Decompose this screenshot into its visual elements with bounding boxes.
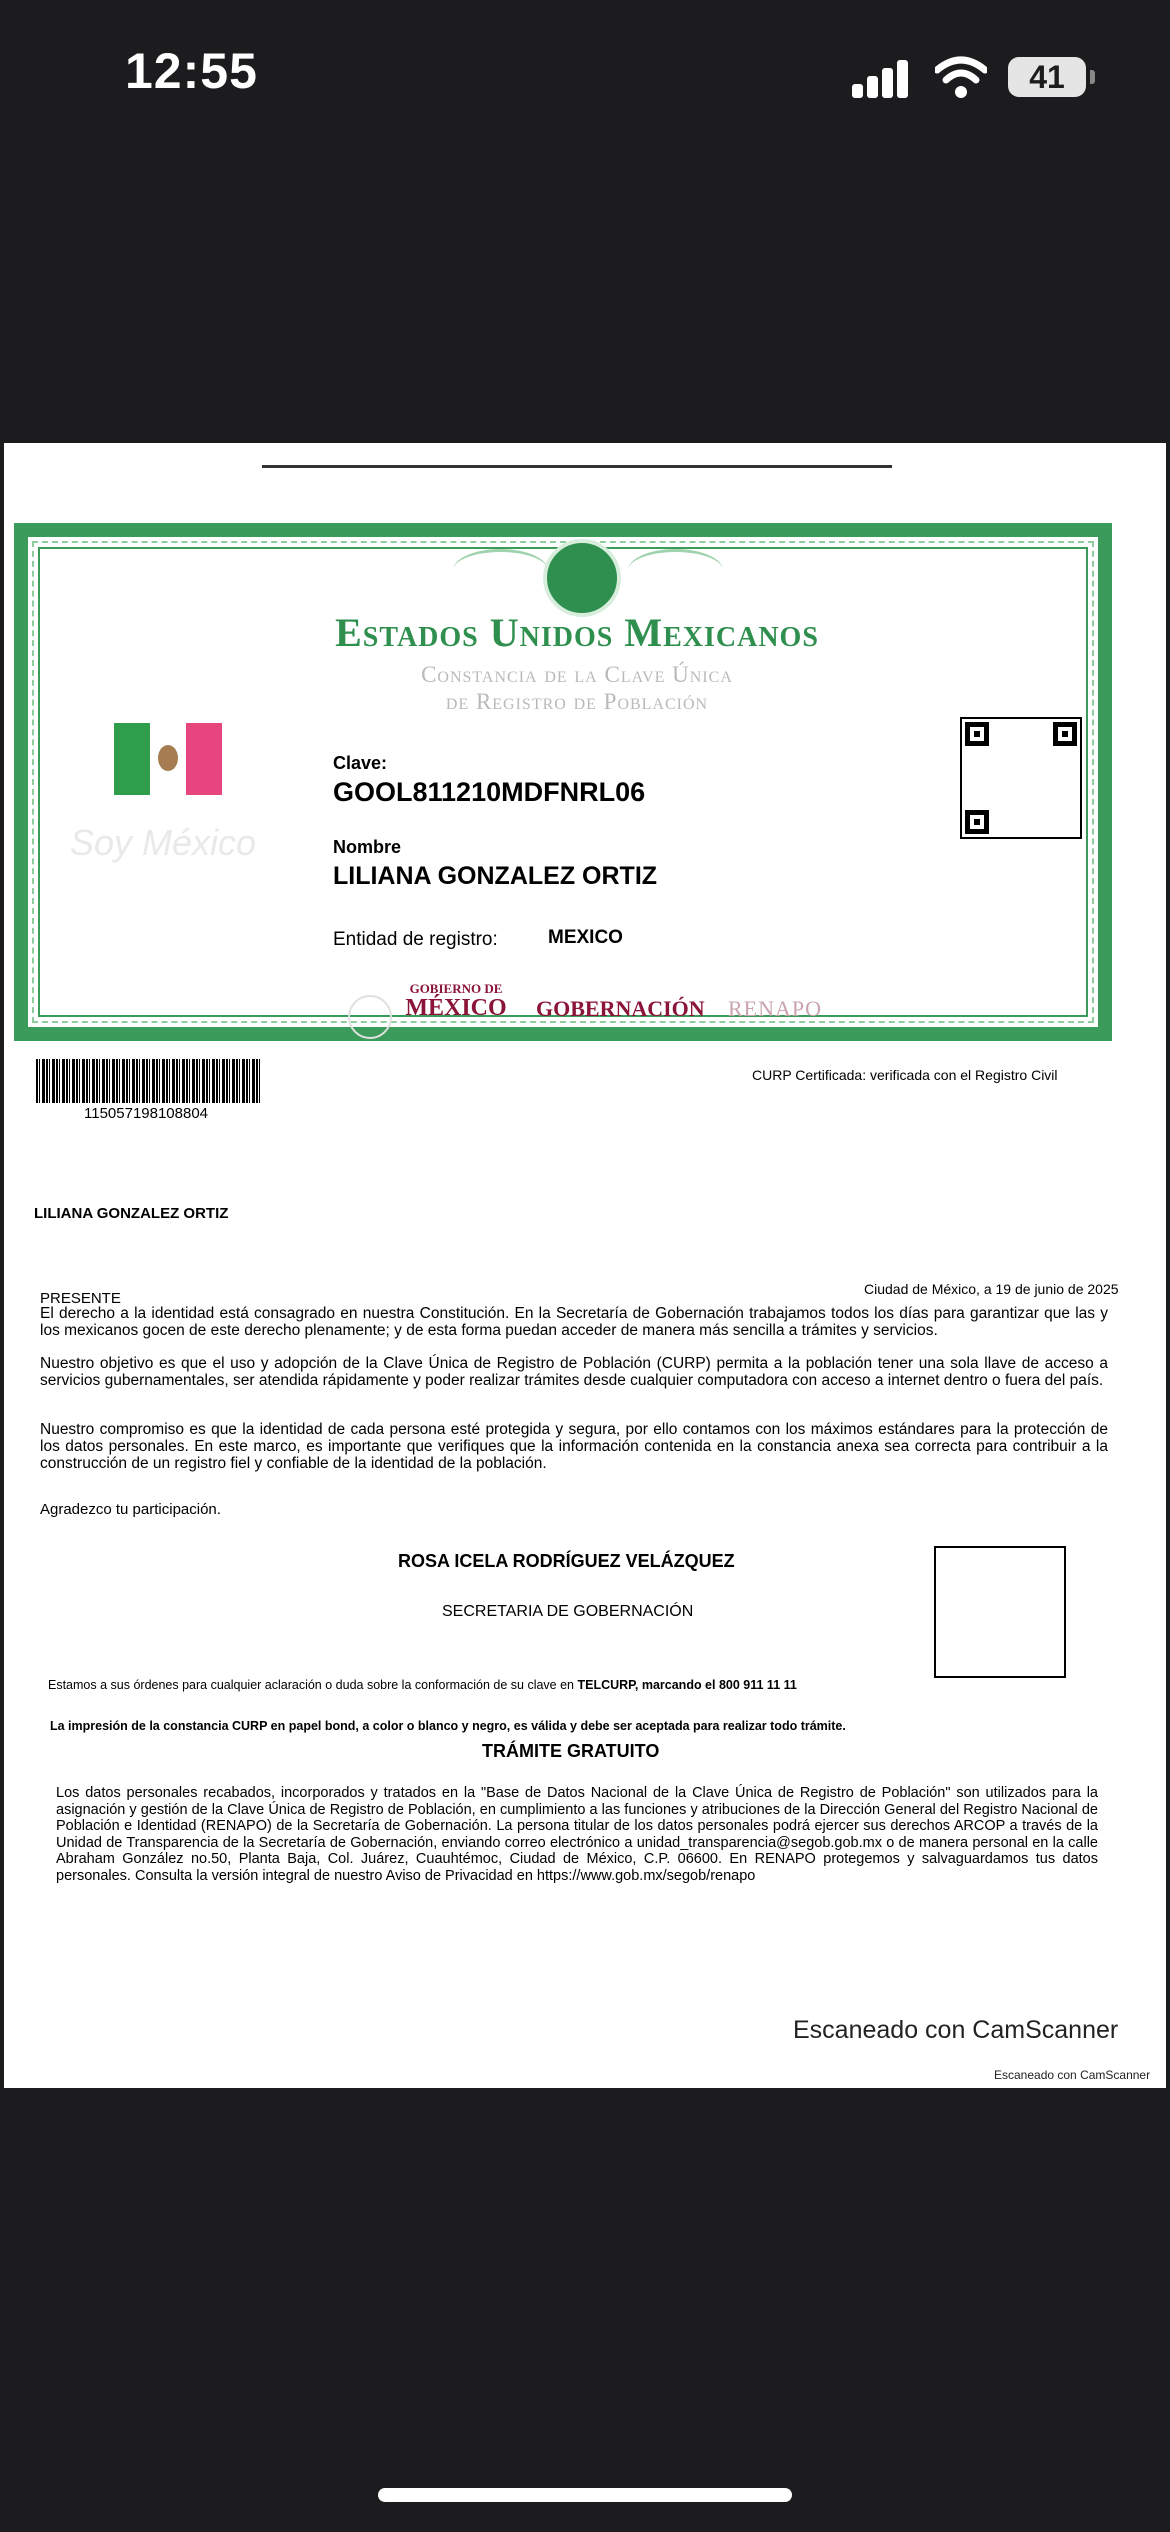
certificate-subtitle-line1: Constancia de la Clave Única — [421, 662, 733, 687]
letter-presente: PRESENTE — [40, 1290, 121, 1307]
curp-certificada-note: CURP Certificada: verificada con el Registro Civil — [752, 1067, 1058, 1083]
letter-recipient: LILIANA GONZALEZ ORTIZ — [34, 1205, 229, 1222]
telcurp-note-text: Estamos a sus órdenes para cualquier aclaración o duda sobre la conformación de su clave en — [48, 1678, 578, 1692]
telcurp-phone: TELCURP, marcando el 800 911 11 11 — [577, 1678, 797, 1692]
logo-gobierno-big-text: MÉXICO — [405, 995, 507, 1021]
wifi-icon — [935, 56, 987, 98]
mexico-flag-icon — [114, 723, 222, 795]
home-indicator[interactable] — [378, 2488, 792, 2502]
print-validity-note: La impresión de la constancia CURP en papel bond, a color o blanco y negro, es válida y debe ser aceptada para realizar todo trámite. — [50, 1719, 846, 1733]
scanned-document — [4, 443, 1166, 2088]
clave-value: GOOL811210MDFNRL06 — [333, 777, 646, 807]
letter-paragraph-3: Nuestro compromiso es que la identidad de cada persona esté protegida y segura, por ello contamos con los máximos estándares para la protección de los datos personales. En este marco, es importante que verifiques que la información contenida en la constancia anexa sea correcta para contribuir a la construcción de un registro fiel y confiable de la identidad de la población. — [40, 1421, 1108, 1472]
barcode — [36, 1059, 260, 1103]
signatory-name: ROSA ICELA RODRÍGUEZ VELÁZQUEZ — [398, 1551, 735, 1571]
letter-date: Ciudad de México, a 19 de junio de 2025 — [864, 1281, 1119, 1297]
soy-mexico-watermark: Soy México — [70, 822, 257, 863]
logo-gobierno-small-text: GOBIERNO DE — [409, 981, 503, 996]
document-top-rule — [262, 465, 892, 468]
status-time: 12:55 — [125, 43, 258, 99]
letter-thanks: Agradezco tu participación. — [40, 1501, 221, 1518]
battery-icon: 41 — [1008, 57, 1086, 97]
clave-label: Clave: — [333, 753, 388, 773]
entidad-label: Entidad de registro: — [333, 929, 498, 950]
privacy-notice: Los datos personales recabados, incorporados y tratados en la "Base de Datos Nacional de la Clave Única de Registro de Población" son utilizados para la asignación y gestión de la Clave Única de Registro de Población, en cumplimiento a las funciones y atribuciones de la Dirección General del Registro Nacional de Población e Identidad (RENAPO) de la Secretaría de Gobernación. La persona titular de los datos personales podrá ejercer sus derechos ARCOP a través de la Unidad de Transparencia de la Secretaría de Gobernación, enviando correo electrónico a unidad_transparencia@segob.gob.mx o de manera personal en la calle Abraham González no.50, Planta Baja, Col. Juárez, Cuauhtémoc, Ciudad de México, C.P. 06600. En RENAPO protegemos y salvaguardamos tus datos personales. Consulta la versión integral de nuestro Aviso de Privacidad en https://www.gob.mx/segob/renapo — [56, 1785, 1098, 1884]
renapo-logo: RENAPO — [728, 996, 823, 1021]
signature-qr-code — [934, 1546, 1066, 1678]
status-bar — [0, 0, 1170, 150]
telcurp-note — [48, 1678, 797, 1692]
camscanner-watermark: Escaneado con CamScanner — [793, 2016, 1119, 2044]
letter-paragraph-2: Nuestro objetivo es que el uso y adopción de la Clave Única de Registro de Población (CURP) permita a la población tener una sola llave de acceso a servicios gubernamentales, ser atendida rápidamente y poder realizar trámites desde cualquier computadora con acceso a internet dentro o fuera del país. — [40, 1355, 1108, 1389]
eagle-wing-right-icon — [628, 549, 723, 592]
battery-tip — [1090, 70, 1095, 84]
nombre-value: LILIANA GONZALEZ ORTIZ — [333, 862, 658, 890]
national-seal-icon — [543, 539, 621, 617]
signatory-title: SECRETARIA DE GOBERNACIÓN — [442, 1603, 694, 1620]
certificate-qr-code — [960, 717, 1082, 839]
curp-certificate — [14, 523, 1112, 1041]
eagle-wing-left-icon — [453, 549, 548, 592]
certificate-title: Estados Unidos Mexicanos — [335, 610, 819, 655]
gobierno-de-mexico-logo — [396, 981, 516, 1019]
faded-seal-icon — [348, 995, 392, 1039]
letter-paragraph-1: El derecho a la identidad está consagrado en nuestra Constitución. En la Secretaría de Gobernación trabajamos todos los días para garantizar que las y los mexicanos gocen de este derecho plenamente; y de esta forma puedan acceder de manera más sencilla a trámites y servicios. — [40, 1305, 1108, 1339]
signal-icon — [852, 58, 912, 98]
gobernacion-logo: GOBERNACIÓN — [536, 996, 705, 1021]
entidad-value: MEXICO — [548, 927, 623, 948]
certificate-subtitle-line2: de Registro de Población — [445, 689, 709, 714]
nombre-label: Nombre — [333, 837, 402, 857]
free-procedure-label: TRÁMITE GRATUITO — [482, 1741, 660, 1761]
camscanner-watermark-small: Escaneado con CamScanner — [994, 2068, 1151, 2082]
barcode-number: 115057198108804 — [84, 1105, 209, 1122]
